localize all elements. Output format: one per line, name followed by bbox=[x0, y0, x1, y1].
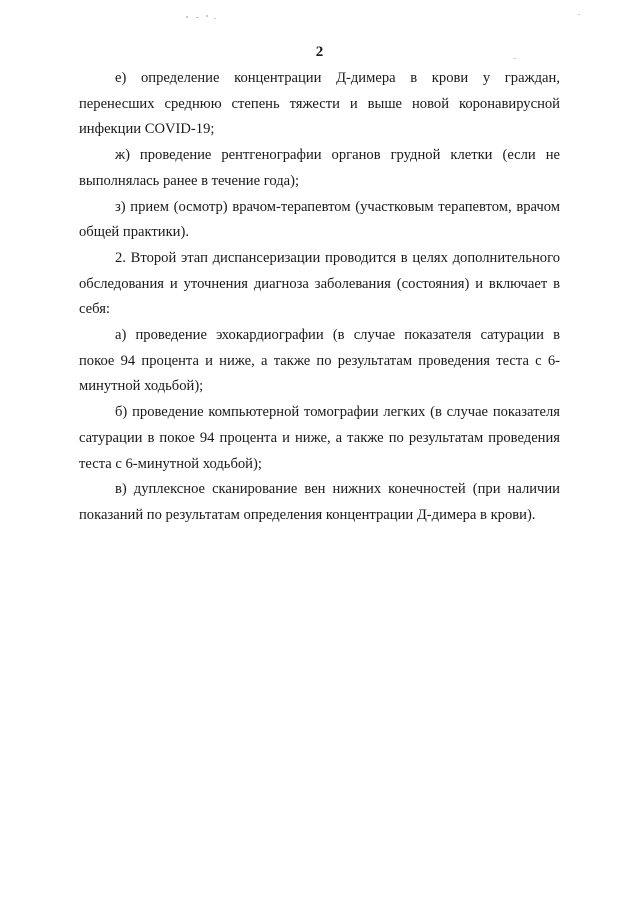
paragraph-item-a: а) проведение эхокардиографии (в случае показателя сатурации в покое 94 процента и ниже, а также по результатам проведения теста с 6-минутной ходьбой); bbox=[79, 327, 560, 395]
paragraph-item-e: е) определение концентрации Д-димера в крови у граждан, перенесших среднюю степень тяжести и выше новой коронавирусной инфекции COVID-19; bbox=[79, 70, 560, 138]
scan-speck bbox=[196, 17, 199, 18]
scan-speck bbox=[578, 14, 580, 15]
paragraph-item-v: в) дуплексное сканирование вен нижних конечностей (при наличии показаний по результатам определения концентрации Д-димера в крови). bbox=[79, 481, 560, 523]
scan-speck bbox=[206, 15, 208, 17]
scan-speck bbox=[214, 18, 216, 19]
scan-speck bbox=[186, 16, 188, 18]
paragraph-item-b: б) проведение компьютерной томографии легких (в случае показателя сатурации в покое 94 процента и ниже, а также по результатам проведения теста с 6-минутной ходьбой); bbox=[79, 404, 560, 472]
paragraph-second-stage: 2. Второй этап диспансеризации проводится в целях дополнительного обследования и уточнения диагноза заболевания (состояния) и включает в себя: bbox=[79, 249, 560, 318]
page-number: 2 bbox=[315, 44, 324, 60]
document-body bbox=[79, 66, 560, 529]
paragraph-item-zh: ж) проведение рентгенографии органов грудной клетки (если не выполнялась ранее в течение года); bbox=[79, 147, 560, 189]
paragraph-item-z: з) прием (осмотр) врачом-терапевтом (участковым терапевтом, врачом общей практики). bbox=[79, 198, 560, 241]
